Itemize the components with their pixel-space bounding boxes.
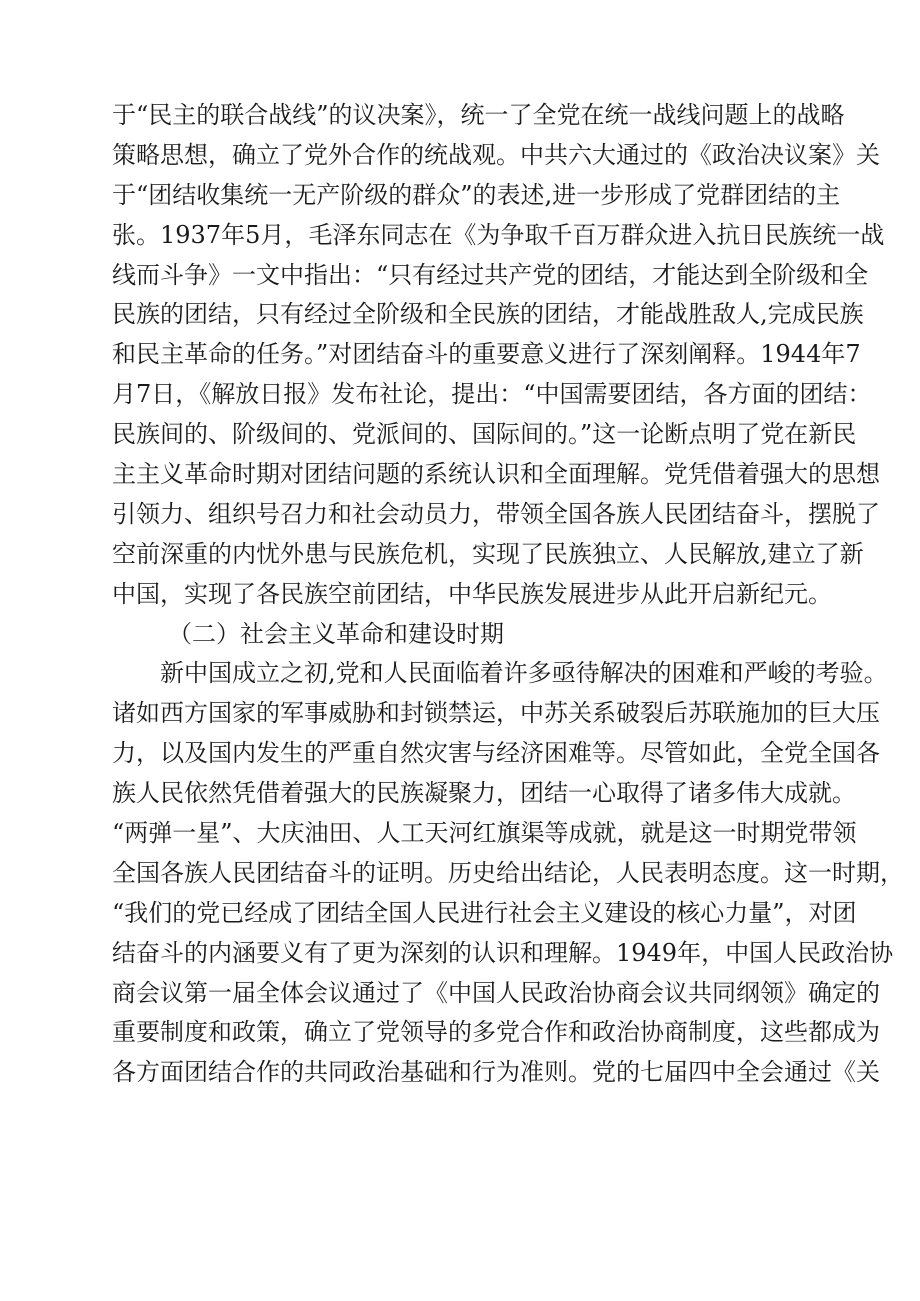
text-line: 线而斗争》一文中指出：“只有经过共产党的团结，才能达到全阶级和全 [112,260,869,289]
text-line: 月7日，《解放日报》发布社论，提出：“中国需要团结，各方面的团结： [112,380,872,409]
text-line: 张。1937年5月，毛泽东同志在《为争取千百万群众进入抗日民族统一战 [112,220,885,249]
text-line: “我们的党已经成了团结全国人民进行社会主义建设的核心力量”，对团 [112,898,857,927]
text-line: 主主义革命时期对团结问题的系统认识和全面理解。党凭借着强大的思想 [112,460,880,489]
text-line: 民族的团结，只有经过全阶级和全民族的团结，才能战胜敌人,完成民族 [112,300,864,329]
text-line: 全国各族人民团结奋斗的证明。历史给出结论，人民表明态度。这一时期， [112,858,904,887]
text-line: 商会议第一届全体会议通过了《中国人民政治协商会议共同纲领》确定的 [112,978,880,1007]
text-line: 族人民依然凭借着强大的民族凝聚力，团结一心取得了诸多伟大成就。 [112,779,856,808]
text-line: 各方面团结合作的共同政治基础和行为准则。党的七届四中全会通过《关 [112,1058,880,1087]
text-line: 引领力、组织号召力和社会动员力，带领全国各族人民团结奋斗，摆脱了 [112,499,880,528]
text-line: 力，以及国内发生的严重自然灾害与经济困难等。尽管如此，全党全国各 [112,739,880,768]
text-line: 于“团结收集统一无产阶级的群众”的表述,进一步形成了党群团结的主 [112,180,841,209]
text-line: 空前深重的内忧外患与民族危机，实现了民族独立、人民解放,建立了新 [112,539,864,568]
text-line: 重要制度和政策，确立了党领导的多党合作和政治协商制度，这些都成为 [112,1018,880,1047]
text-line: 和民主革命的任务。”对团结奋斗的重要意义进行了深刻阐释。1944年7 [112,340,861,369]
text-line: 结奋斗的内涵要义有了更为深刻的认识和理解。1949年，中国人民政治协 [112,938,894,967]
text-line: “两弹一星”、大庆油田、人工天河红旗渠等成就，就是这一时期党带领 [112,819,857,848]
section-heading: （二）社会主义革命和建设时期 [168,619,504,648]
body-text [112,96,904,1093]
text-line: 中国，实现了各民族空前团结，中华民族发展进步从此开启新纪元。 [112,579,832,608]
text-line: 民族间的、阶级间的、党派间的、国际间的。”这一论断点明了党在新民 [112,420,857,449]
paragraph-first-line: 新中国成立之初,党和人民面临着许多亟待解决的困难和严峻的考验。 [160,659,888,688]
text-line: 策略思想，确立了党外合作的统战观。中共六大通过的《政治决议案》关 [112,140,880,169]
text-line: 诸如西方国家的军事威胁和封锁禁运，中苏关系破裂后苏联施加的巨大压 [112,699,880,728]
text-line: 于“民主的联合战线”的议决案》，统一了全党在统一战线问题上的战略 [112,101,845,129]
